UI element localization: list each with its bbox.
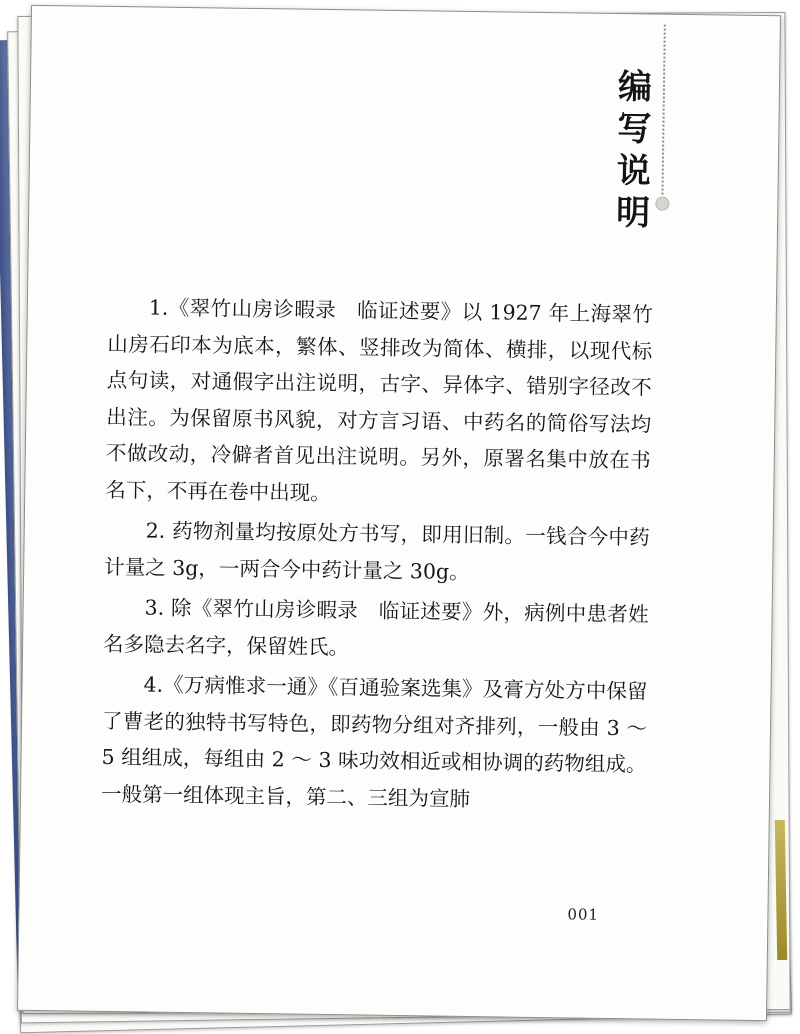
paragraph-3: 3. 除《翠竹山房诊暇录 临证述要》外，病例中患者姓名多隐去名字，保留姓氏。: [102, 595, 649, 659]
page-body: [101, 289, 653, 824]
paragraph-4: 4.《万病惟求一通》《百通验案选集》及膏方处方中保留了曹老的独特书写特色，即药物分组对齐排列，一般由 3 ～ 5 组组成，每组由 2 ～ 3 味功效相近或相协调的药物组成。一般第一组体现主旨，第二、三组为宣肺: [100, 672, 648, 811]
paragraph-1: 1.《翠竹山房诊暇录 临证述要》以 1927 年上海翠竹山房石印本为底本，繁体、竖排改为简体、横排，以现代标点句读，对通假字出注说明，古字、异体字、错别字径改不出注。为保留原书风貌，对方言习语、中药名的简俗写法均不做改动，冷僻者首见出注说明。另外，原署名集中放在书名下，不再在卷中出现。: [105, 295, 653, 505]
document-page: [17, 5, 781, 1021]
paragraph-2: 2. 药物剂量均按原处方书写，即用旧制。一钱合今中药计量之 3g，一两合今中药计量之 30g。: [104, 518, 650, 584]
page-number: 001: [567, 905, 600, 924]
page-title: 编写说明: [615, 67, 653, 234]
bookmark-ribbon: [661, 25, 665, 195]
